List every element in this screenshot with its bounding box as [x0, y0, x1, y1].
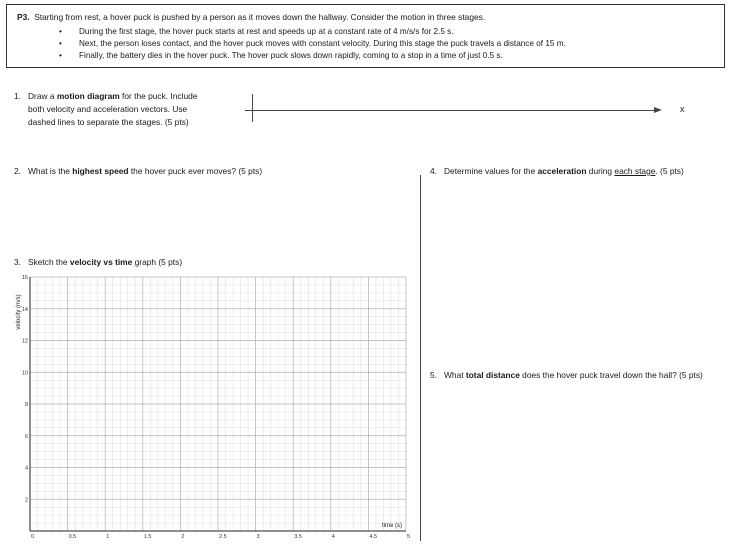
- question-text: does the hover puck travel down the hall? (5 pts): [519, 370, 703, 380]
- x-tick-label: 1: [106, 534, 110, 540]
- stage-list: [59, 26, 566, 63]
- question-5: [430, 369, 703, 382]
- problem-intro: [17, 12, 485, 22]
- x-tick-label: 3: [256, 534, 260, 540]
- y-tick-label: 12: [21, 338, 28, 345]
- question-2: [14, 165, 262, 178]
- question-text: Sketch the: [28, 257, 70, 267]
- question-emphasis: total distance: [465, 370, 520, 380]
- stage-item: • Finally, the battery dies in the hover puck. The hover puck slows down rapidly, coming to a stop in a time of just 0.5 s.: [59, 50, 566, 62]
- question-number: 5.: [430, 370, 437, 380]
- question-text: What is the: [28, 166, 73, 176]
- y-axis-label: velocity (m/s): [16, 294, 22, 330]
- y-tick-label: 2: [24, 497, 28, 504]
- question-text: graph (5 pts): [132, 257, 183, 267]
- x-tick-label: 4.5: [369, 534, 378, 540]
- question-text: during: [586, 166, 615, 176]
- x-tick-label: 4: [331, 534, 335, 540]
- problem-label: P3.: [17, 12, 30, 22]
- x-tick-label: 0.5: [68, 534, 77, 540]
- major-grid: [30, 277, 406, 531]
- x-tick-label: 0: [31, 534, 35, 540]
- question-text: Draw a: [28, 91, 57, 101]
- question-text: What: [444, 370, 466, 380]
- y-tick-label: 14: [21, 306, 28, 313]
- axis-origin-tick: [252, 94, 253, 122]
- question-number: 4.: [430, 166, 437, 176]
- question-number: 2.: [14, 166, 21, 176]
- motion-axis-line: [245, 110, 655, 111]
- problem-intro-text: Starting from rest, a hover puck is pushed by a person as it moves down the hallway. Consider the motion in three stages.: [34, 12, 486, 22]
- arrow-right-icon: [654, 107, 662, 113]
- y-tick-label: 6: [24, 433, 28, 440]
- question-emphasis: highest speed: [72, 166, 129, 176]
- motion-axis-label: x: [680, 104, 685, 114]
- question-text: . (5 pts): [655, 166, 684, 176]
- question-emphasis: motion diagram: [56, 91, 120, 101]
- question-underline: each stage: [614, 166, 656, 176]
- problem-statement-box: [6, 4, 725, 68]
- tick-labels: [22, 275, 410, 540]
- x-tick-label: 2: [181, 534, 185, 540]
- question-text: both velocity and acceleration vectors. Use: [28, 104, 188, 114]
- question-4: [430, 165, 684, 178]
- velocity-time-graph[interactable]: [0, 270, 420, 550]
- question-number: 3.: [14, 257, 21, 267]
- y-tick-label: 8: [24, 402, 28, 408]
- question-emphasis: velocity vs time: [69, 257, 133, 267]
- y-tick-label: 10: [21, 370, 28, 377]
- question-text: dashed lines to separate the stages. (5 pts): [28, 117, 189, 127]
- question-text: for the puck. Include: [119, 91, 198, 101]
- x-tick-label: 1.5: [143, 534, 152, 540]
- column-divider: [420, 175, 421, 541]
- stage-item: • During the first stage, the hover puck starts at rest and speeds up at a constant rate of 4 m/s/s for 2.5 s.: [59, 26, 566, 38]
- x-axis-label: time (s): [382, 523, 402, 529]
- x-tick-label: 3.5: [294, 534, 302, 540]
- question-text: Determine values for the: [444, 166, 538, 176]
- question-3: [14, 256, 182, 269]
- y-tick-label: 16: [21, 275, 28, 281]
- question-emphasis: acceleration: [537, 166, 587, 176]
- x-tick-label: 5: [407, 534, 411, 540]
- question-text: the hover puck ever moves? (5 pts): [128, 166, 263, 176]
- x-tick-label: 2.5: [219, 534, 227, 540]
- question-number: 1.: [14, 91, 21, 101]
- question-1: [14, 90, 197, 129]
- y-tick-label: 4: [24, 465, 28, 472]
- stage-item: • Next, the person loses contact, and the hover puck moves with constant velocity. During this stage the puck travels a distance of 15 m.: [59, 38, 566, 50]
